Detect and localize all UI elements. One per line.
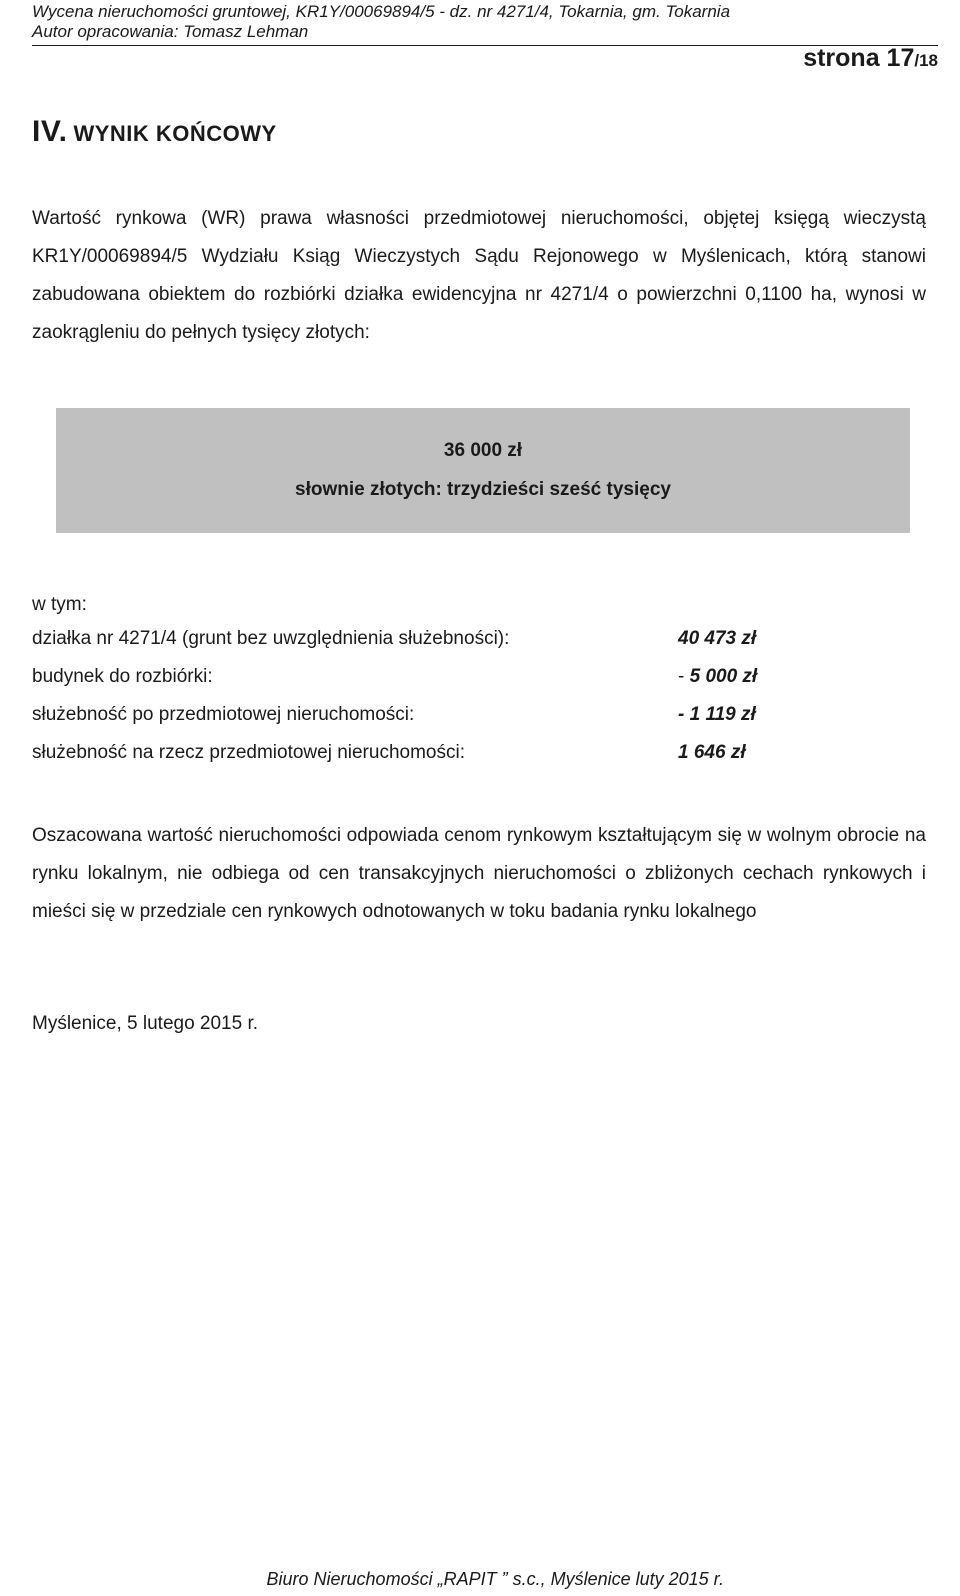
intro-paragraph: Wartość rynkowa (WR) prawa własności przedmiotowej nieruchomości, objętej księgą wieczystą KR1Y/00069894/5 Wydziału Ksiąg Wieczystych Sądu Rejonowego w Myślenicach, którą stanowi zabudowana obiektem do rozbiórki działka ewidencyjna nr 4271/4 o powierzchni 0,1100 ha, wynosi w zaokrągleniu do pełnych tysięcy złotych: xyxy=(32,208,926,343)
page-number xyxy=(803,44,938,73)
breakdown-value: - 1 119 zł xyxy=(678,704,756,725)
document-header xyxy=(32,2,932,42)
section-number: IV. xyxy=(32,115,68,148)
breakdown-intro: w tym: xyxy=(32,594,87,615)
breakdown-row xyxy=(32,742,932,780)
breakdown-row xyxy=(32,666,932,704)
section-heading xyxy=(32,115,277,149)
conclusion-paragraph: Oszacowana wartość nieruchomości odpowiada cenom rynkowym kształtującym się w wolnym obrocie na rynku lokalnym, nie odbiega od cen transakcyjnych nieruchomości o zbliżonych cechach rynkowych i mieści się w przedziale cen rynkowych odnotowanych w toku badania rynku lokalnego xyxy=(32,825,926,922)
breakdown-list xyxy=(32,628,932,780)
breakdown-row xyxy=(32,704,932,742)
result-amount: 36 000 zł xyxy=(443,440,523,461)
header-author: Autor opracowania: Tomasz Lehman xyxy=(32,22,309,41)
header-divider xyxy=(32,45,938,46)
breakdown-label: służebność po przedmiotowej nieruchomości: xyxy=(32,704,415,725)
breakdown-value: 40 473 zł xyxy=(678,628,757,649)
result-amount-in-words: słownie złotych: trzydzieści sześć tysięcy xyxy=(295,479,671,500)
breakdown-row xyxy=(32,628,932,666)
page-number-total: /18 xyxy=(914,51,938,70)
page-number-current: strona 17 xyxy=(803,44,915,72)
document-footer: Biuro Nieruchomości „RAPIT ” s.c., Myślenice luty 2015 r. xyxy=(266,1569,724,1589)
result-box xyxy=(56,408,910,533)
breakdown-value: - 5 000 zł xyxy=(678,666,758,687)
header-title: Wycena nieruchomości gruntowej, KR1Y/00069894/5 - dz. nr 4271/4, Tokarnia, gm. Tokarnia xyxy=(32,2,731,21)
breakdown-label: służebność na rzecz przedmiotowej nieruchomości: xyxy=(32,742,465,763)
section-title: WYNIK KOŃCOWY xyxy=(73,121,277,146)
place-and-date: Myślenice, 5 lutego 2015 r. xyxy=(32,1013,259,1034)
breakdown-label: działka nr 4271/4 (grunt bez uwzględnienia służebności): xyxy=(32,628,510,649)
breakdown-value: 1 646 zł xyxy=(678,742,746,763)
breakdown-label: budynek do rozbiórki: xyxy=(32,666,213,687)
